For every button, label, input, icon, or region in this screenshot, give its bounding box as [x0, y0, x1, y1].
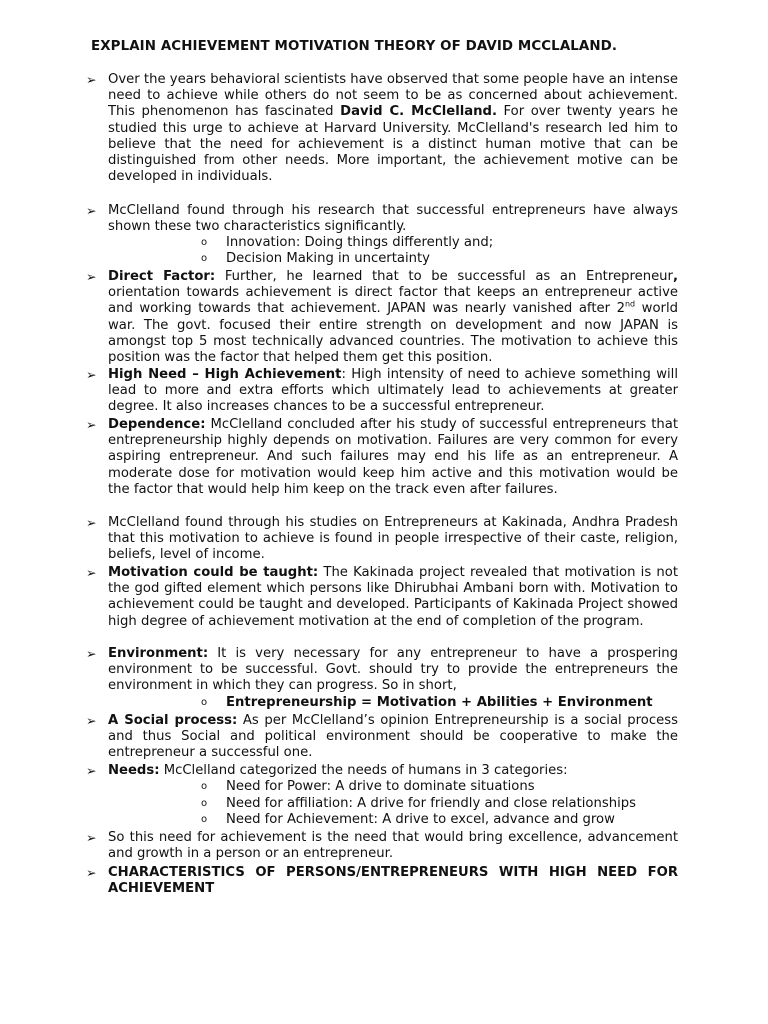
bullet-kakinada-study	[86, 515, 686, 564]
bullet-text: High Need – High Achievement: High intensity of need to achieve something will lead to more and extra efforts which ultimately lead to achievements at greater degree. It also increases chances to be a successful entrepreneur.	[108, 367, 679, 415]
circle-bullet-icon: o	[201, 798, 208, 809]
circle-bullet-icon: o	[201, 781, 208, 792]
formula-line	[201, 695, 701, 711]
circle-bullet-icon: o	[201, 697, 208, 708]
arrow-bullet-icon: ➢	[86, 865, 97, 880]
arrow-bullet-icon: ➢	[86, 763, 97, 778]
bullet-needs	[86, 763, 686, 779]
arrow-bullet-icon: ➢	[86, 72, 97, 87]
arrow-bullet-icon: ➢	[86, 417, 97, 432]
bullet-text: A Social process: As per McClelland’s opinion Entrepreneurship is a social process and thus Social and political environment should be cooperative to make the entrepreneur a successful one.	[108, 713, 678, 761]
bullet-characteristics-heading	[86, 865, 686, 897]
bullet-text: Dependence: McClelland concluded after his study of successful entrepreneurs that entrepreneurship highly depends on motivation. Failures are very common for every aspiring entrepreneur. And such failures may end his life as an entrepreneur. A moderate dose for motivation would keep him active and this motivation would be the factor that would help him keep on the track even after failures.	[108, 417, 678, 497]
name-david-mcclelland: David C. McClelland.	[340, 104, 497, 120]
bullet-dependence	[86, 417, 686, 498]
bullet-conclusion	[86, 830, 686, 862]
bullet-intro	[86, 72, 686, 185]
bullet-text: Motivation could be taught: The Kakinada project revealed that motivation is not the god gifted element which persons like Dhirubhai Ambani born with. Motivation to achievement could be taught and developed. Participants of Kakinada Project showed high degree of achievement motivation at the end of completion of the program.	[108, 565, 678, 629]
bullet-text: So this need for achievement is the need that would bring excellence, advancement and growth in a person or an entrepreneur.	[108, 830, 678, 862]
bullet-text: McClelland found through his research that successful entrepreneurs have always shown these two characteristics significantly.	[108, 203, 678, 235]
circle-bullet-icon: o	[201, 237, 208, 248]
bullet-intro-text: Over the years behavioral scientists have observed that some people have an intense need to achieve while others do not seem to be as concerned about achievement. This phenomenon has fascinated David C. McClelland. For over twenty years he studied this urge to achieve at Harvard University. McClelland's research led him to believe that the need for achievement is a distinct human motive that can be distinguished from other needs. More important, the achievement motive can be developed in individuals.	[108, 72, 678, 185]
arrow-bullet-icon: ➢	[86, 646, 97, 661]
sub-item-need-achievement: o Need for Achievement: A drive to excel, advance and grow	[201, 812, 615, 827]
section-heading: CHARACTERISTICS OF PERSONS/ENTREPRENEURS WITH HIGH NEED FOR ACHIEVEMENT	[108, 865, 678, 897]
bullet-text: McClelland found through his studies on Entrepreneurs at Kakinada, Andhra Pradesh that this motivation to achieve is found in people irrespective of their caste, religion, beliefs, level of income.	[108, 515, 678, 563]
arrow-bullet-icon: ➢	[86, 515, 97, 530]
page-title: EXPLAIN ACHIEVEMENT MOTIVATION THEORY OF DAVID MCCLALAND.	[91, 39, 618, 54]
sub-item-need-power: o Need for Power: A drive to dominate situations	[201, 779, 535, 794]
bullet-environment	[86, 646, 686, 695]
arrow-bullet-icon: ➢	[86, 269, 97, 284]
sub-item-need-affiliation: o Need for affiliation: A drive for friendly and close relationships	[201, 796, 636, 811]
sub-item-innovation: o Innovation: Doing things differently and;	[201, 235, 494, 250]
bullet-direct-factor	[86, 269, 686, 366]
circle-bullet-icon: o	[201, 814, 208, 825]
arrow-bullet-icon: ➢	[86, 367, 97, 382]
bullet-two-characteristics	[86, 203, 686, 235]
bullet-high-need	[86, 367, 686, 416]
circle-bullet-icon: o	[201, 253, 208, 264]
entrepreneurship-formula: Entrepreneurship = Motivation + Abilities + Environment	[226, 695, 653, 710]
arrow-bullet-icon: ➢	[86, 713, 97, 728]
arrow-bullet-icon: ➢	[86, 830, 97, 845]
arrow-bullet-icon: ➢	[86, 203, 97, 218]
bullet-social-process	[86, 713, 686, 762]
bullet-text: Environment: It is very necessary for any entrepreneur to have a prospering environment to be successful. Govt. should try to provide the entrepreneurs the environment in which they can progress. So in short,	[108, 646, 678, 694]
bullet-text: Direct Factor: Further, he learned that to be successful as an Entrepreneur, orientation towards achievement is direct factor that keeps an entrepreneur active and working towards that achievement. JAPAN was nearly vanished after 2nd world war. The govt. focused their entire strength on development and now JAPAN is amongst top 5 most technically advanced countries. The motivation to achieve this position was the factor that helped them get this position.	[108, 269, 678, 366]
arrow-bullet-icon: ➢	[86, 565, 97, 580]
bullet-motivation-taught	[86, 565, 686, 630]
bullet-text: Needs: McClelland categorized the needs of humans in 3 categories:	[108, 763, 568, 778]
sub-item-decision-making: o Decision Making in uncertainty	[201, 251, 430, 266]
